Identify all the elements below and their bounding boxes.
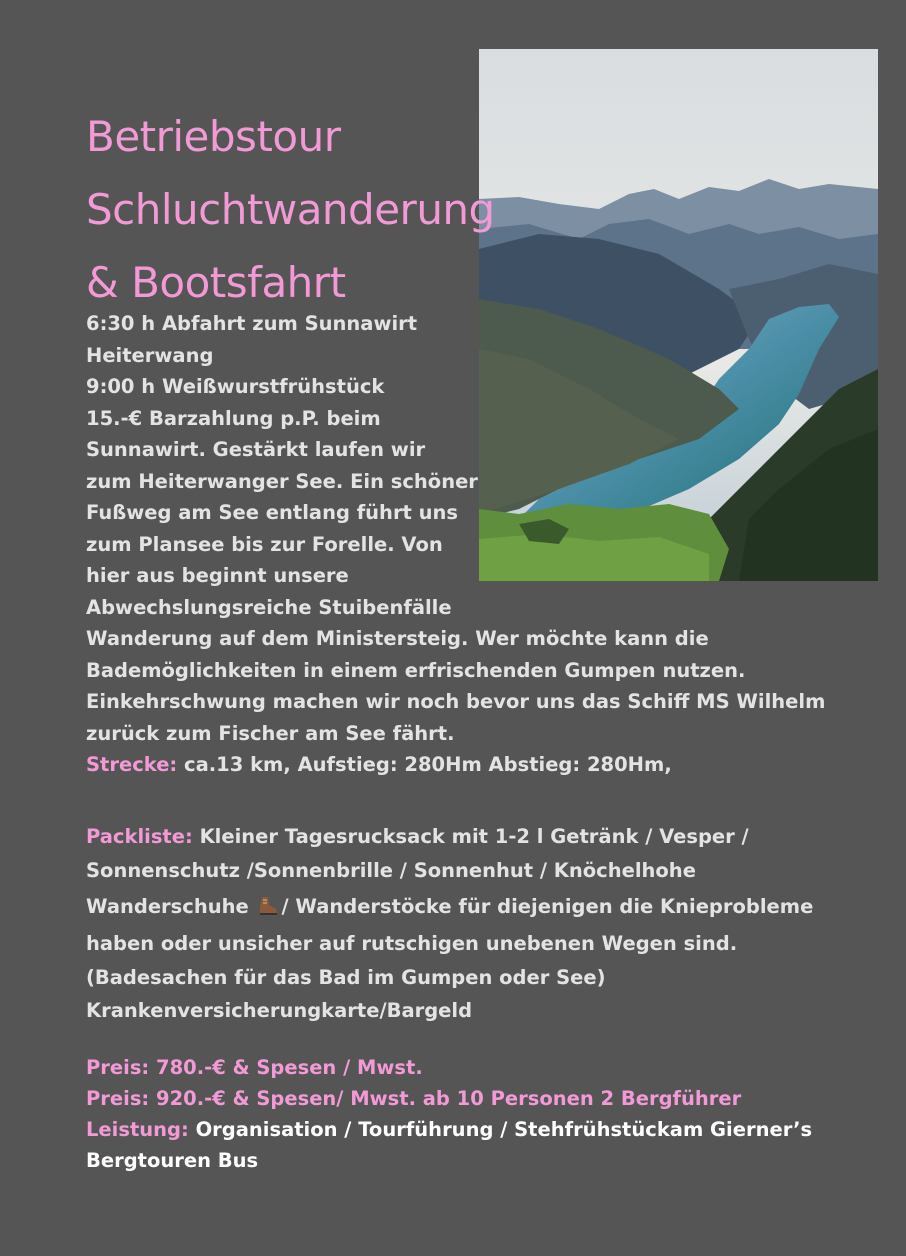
description-line: Einkehrschwung machen wir noch bevor uns das Schiff MS Wilhelm [86, 690, 826, 713]
packliste-line [86, 887, 826, 927]
packliste-line-5: (Badesachen für das Bad im Gumpen oder See) [86, 965, 606, 989]
price-section [86, 1052, 826, 1176]
description-line: hier aus beginnt unsere [86, 564, 349, 587]
packliste-line-6: Krankenversicherungkarte/Bargeld [86, 999, 473, 1022]
title-line-2: Schluchtwanderung [86, 185, 495, 234]
packliste-line-2: Sonnenschutz /Sonnenbrille / Sonnenhut / Knöchelhohe [86, 858, 696, 882]
description-line: zum Heiterwanger See. Ein schöner [86, 469, 478, 493]
description-line: Fußweg am See entlang führt uns [86, 501, 459, 524]
leistung-label: Leistung: [86, 1118, 189, 1141]
description-line: zurück zum Fischer am See fährt. [86, 721, 455, 745]
description-line: Heiterwang [86, 343, 214, 367]
description-line: 6:30 h Abfahrt zum Sunnawirt [86, 312, 418, 335]
strecke-value: ca.13 km, Aufstieg: 280Hm Abstieg: 280Hm, [177, 753, 672, 776]
description-line: zum Plansee bis zur Forelle. Von [86, 532, 443, 556]
description-line: 15.-€ Barzahlung p.P. beim [86, 406, 381, 430]
leistung-line-2: Bergtouren Bus [86, 1149, 259, 1172]
description-line: Sunnawirt. Gestärkt laufen wir [86, 438, 426, 461]
packliste-line-3-end: / Wanderstöcke für diejenigen die Knieprobleme [281, 895, 814, 918]
description-line: Bademöglichkeiten in einem erfrischenden Gumpen nutzen. [86, 658, 746, 682]
strecke-line [86, 749, 826, 781]
hiking-boot-icon [257, 895, 279, 917]
title-line-1: Betriebstour [86, 112, 341, 161]
description-line: Wanderung auf dem Ministersteig. Wer möchte kann die [86, 627, 709, 650]
description-line: Abwechslungsreiche Stuibenfälle [86, 595, 452, 619]
packliste-label: Packliste: [86, 825, 193, 848]
page-title [86, 100, 495, 319]
packliste-line-4: haben oder unsicher auf rutschigen unebenen Wegen sind. [86, 932, 738, 955]
tour-description [86, 308, 826, 781]
title-line-3: & Bootsfahrt [86, 258, 346, 307]
packliste-line-3-start: Wanderschuhe [86, 895, 256, 918]
preis-line-2: Preis: 920.-€ & Spesen/ Mwst. ab 10 Personen 2 Bergführer [86, 1087, 742, 1110]
packliste-section [86, 820, 826, 1028]
packliste-line [86, 820, 826, 854]
leistung-line-1: Organisation / Tourführung / Stehfrühstückam Gierner’s [188, 1118, 813, 1141]
strecke-label: Strecke: [86, 753, 178, 776]
description-line: 9:00 h Weißwurstfrühstück [86, 375, 385, 398]
preis-line-1: Preis: 780.-€ & Spesen / Mwst. [86, 1056, 423, 1079]
packliste-line-1: Kleiner Tagesrucksack mit 1-2 l Getränk / Vesper / [192, 825, 749, 848]
leistung-line [86, 1114, 826, 1145]
